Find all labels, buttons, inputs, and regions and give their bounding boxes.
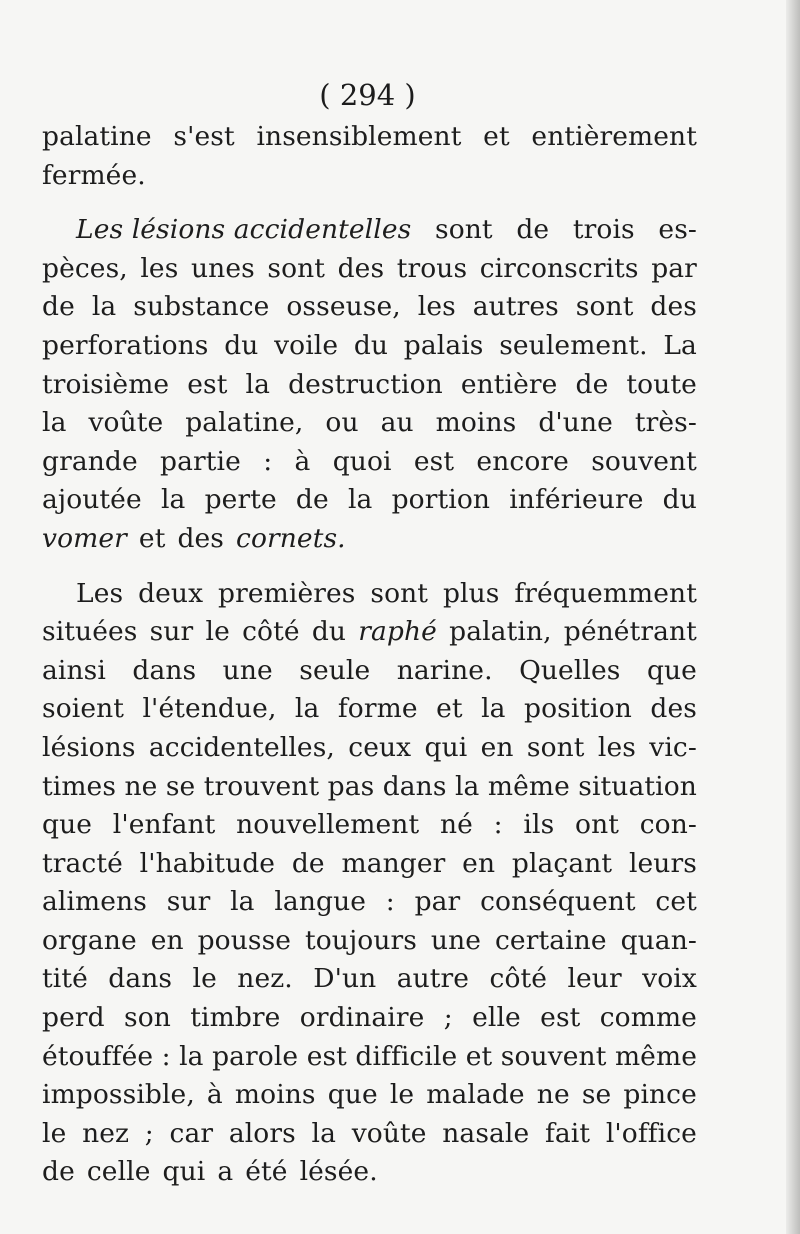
- text-line: grande partie : à quoi est encore souvent: [42, 445, 697, 477]
- text-line: fermée.: [42, 159, 146, 191]
- text-line: lésions accidentelles, ceux qui en sont les vic-: [42, 731, 697, 763]
- text-line: times ne se trouvent pas dans la même situation: [42, 770, 697, 802]
- text-line: perd son timbre ordinaire ; elle est comme: [42, 1002, 697, 1034]
- text-line: de celle qui a été lésée.: [42, 1156, 378, 1188]
- text-line: troisième est la destruction entière de toute: [42, 368, 697, 400]
- text-line: ajoutée la perte de la portion inférieure du: [42, 484, 697, 516]
- text-line: ainsi dans une seule narine. Quelles que: [42, 654, 697, 686]
- paragraph-gap: [42, 195, 697, 211]
- text-line: le nez ; car alors la voûte nasale fait l'office: [42, 1117, 697, 1149]
- text-line: soient l'étendue, la forme et la position des: [42, 693, 697, 725]
- text-line: perforations du voile du palais seulement. La: [42, 329, 697, 361]
- text-line: tracté l'habitude de manger en plaçant leurs: [42, 847, 697, 879]
- text-line: alimens sur la langue : par conséquent cet: [42, 886, 697, 918]
- page-number: ( 294 ): [319, 78, 416, 112]
- text-line: Les lésions accidentelles sont de trois es-: [76, 214, 697, 246]
- text-line: situées sur le côté du raphé palatin, pénétrant: [42, 616, 697, 648]
- text-line: la voûte palatine, ou au moins d'une très-: [42, 407, 697, 439]
- text-line: tité dans le nez. D'un autre côté leur voix: [42, 963, 697, 995]
- text-line: que l'enfant nouvellement né : ils ont con-: [42, 809, 697, 841]
- text-line: organe en pousse toujours une certaine quan-: [42, 924, 697, 956]
- text-line: Les deux premières sont plus fréquemment: [76, 577, 697, 609]
- text-line: étouffée : la parole est difficile et souvent même: [42, 1040, 697, 1072]
- body-text: [42, 118, 697, 1192]
- text-line: de la substance osseuse, les autres sont des: [42, 291, 697, 323]
- text-line: vomer et des cornets.: [42, 522, 346, 554]
- text-line: palatine s'est insensiblement et entièrement: [42, 121, 697, 152]
- text-line: impossible, à moins que le malade ne se pince: [42, 1079, 697, 1111]
- text-line: pèces, les unes sont des trous circonscrits par: [42, 252, 697, 284]
- paragraph-gap: [42, 559, 697, 575]
